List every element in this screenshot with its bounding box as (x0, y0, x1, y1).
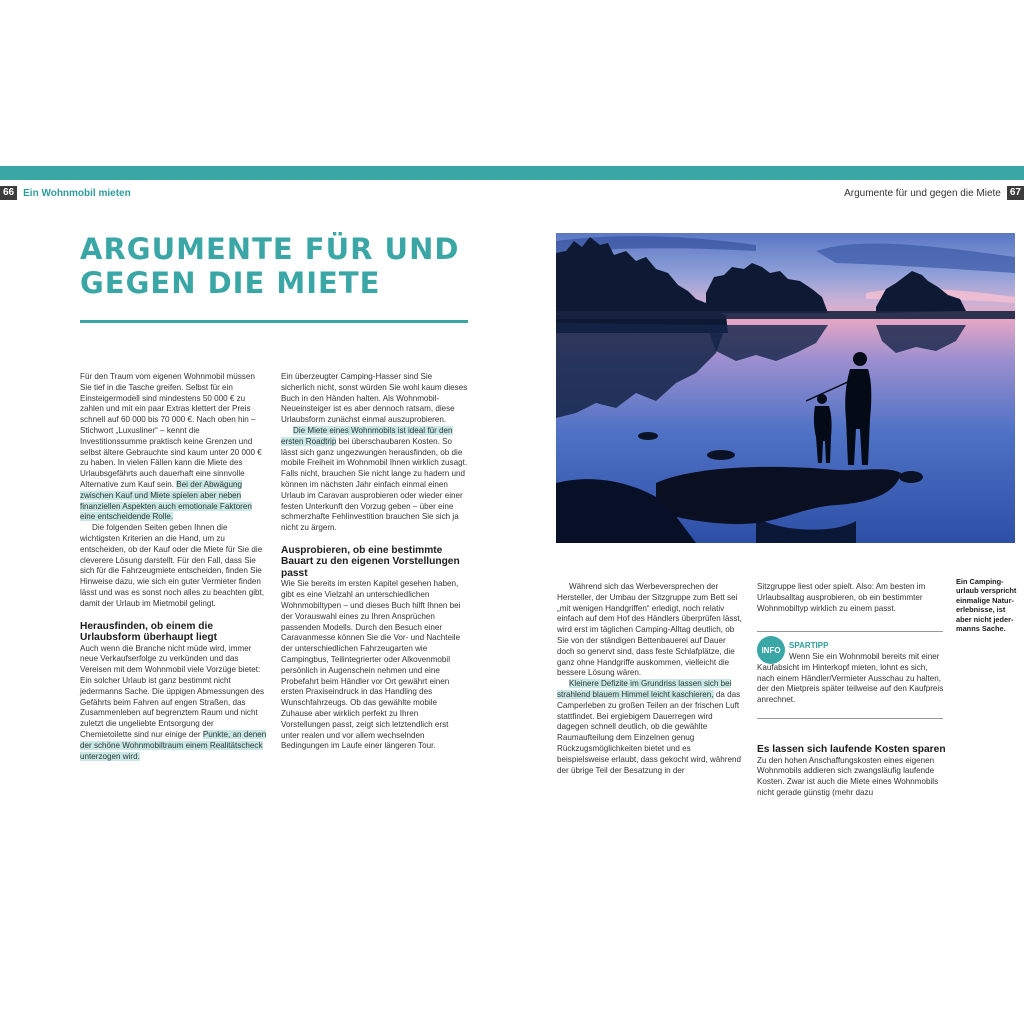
photo-caption: Ein Camping-urlaub verspricht einmalige Natur-erlebnisse, ist aber nicht jeder-manns Sache. (956, 577, 1017, 634)
text-column-4-lower (757, 744, 947, 799)
col3-paragraph-1: Während sich das Werbeversprechen der Hersteller, der Umbau der Sitzgruppe zum Bett sei „mit wenigen Handgriffen“ erledigt, noch relativ einfach auf dem Hof des Händlers überprüfen lässt, wird erst im täglichen Camping-Alltag deutlich, ob Sie von der ständigen Bettenbauerei auf Dauer doch so genervt sind, dass feste Schlafplätze, die ganz ohne Handgriffe auskommen, vielleicht die bessere Lösung wären. (557, 582, 742, 678)
info-box-top-rule (757, 631, 943, 632)
col1-paragraph-3 (80, 644, 267, 763)
header-color-band (0, 166, 1024, 180)
right-running-header (844, 186, 1024, 200)
col2-text: bei überschaubaren Kosten. So lässt sich ganz ungezwungen herausfinden, ob die mobile Freiheit im Wohnmobil Ihnen wirklich zusagt. Falls nicht, brauchen Sie nicht lange zu hadern und können im nächsten Jahr einfach einmal einen Urlaub im Caravan ausprobieren oder wieder einer festen Unterkunft den Vorzug geben – über eine schmerzhafte Fehlinvestition brauchen Sie sich ja nicht zu ärgern. (281, 436, 468, 533)
text-column-3 (557, 582, 743, 776)
headline-line-1: ARGUMENTE FÜR UND (80, 232, 460, 266)
col1-paragraph-1 (80, 372, 267, 523)
headline-rule (80, 320, 468, 323)
col4-paragraph-1: Sitzgruppe liest oder spielt. Also: Am besten im Urlaubsalltag ausprobieren, ob ein bestimmter Wohnmobiltyp wirklich zu einem passt. (757, 582, 926, 613)
col3-highlight-1: Kleinere Defizite im Grundriss lassen sich bei strahlend blauem Himmel leicht kaschieren, (557, 679, 732, 699)
col1-subheading: Herausfinden, ob einem die Urlaubsform überhaupt liegt (80, 620, 217, 644)
text-column-2 (281, 372, 468, 752)
col3-text: da das Camperleben zu großen Teilen an der frischen Luft stattfindet. Bei ergiebigem Dauerregen wird dagegen schnell deutlich, ob die gewählte Raumaufteilung dem Einzelnen genug Rückzugsmöglichkeiten bietet und es beispielsweise erlaubt, dass gekocht wird, während der übrige Teil der Besatzung in der (557, 689, 742, 775)
right-section-title: Argumente für und gegen die Miete (844, 187, 1001, 199)
col2-highlight-1: Die Miete eines Wohnmobils ist ideal für den ersten Roadtrip (281, 425, 453, 446)
info-box-text (757, 652, 947, 706)
left-page-number: 66 (0, 186, 17, 200)
col4-paragraph-2: Zu den hohen Anschaffungskosten eines eigenen Wohnmobils addieren sich zwangsläufig laufende Kosten. Zwar ist auch die Miete eines Wohnmobils nicht gerade günstig (mehr dazu (757, 755, 939, 797)
right-page-number: 67 (1007, 186, 1024, 200)
col1-paragraph-2: Die folgenden Seiten geben Ihnen die wichtigsten Kriterien an die Hand, um zu entscheiden, ob der Kauf oder die Miete für Sie die cleverere Lösung darstellt. Für den Fall, dass Sie sich für die Fahrzeugmiete entscheiden, finden Sie Hinweise dazu, wie sich ein guter Vermieter finden lässt und was es sonst noch alles zu beachten gibt, damit der Urlaub im Mietmobil gelingt. (80, 523, 265, 608)
info-box-bottom-rule (757, 718, 943, 719)
col2-paragraph-2 (281, 426, 468, 534)
col2-paragraph-3: Wie Sie bereits im ersten Kapitel gesehen haben, gibt es eine Vielzahl an unterschiedlichen Wohnmobiltypen – und dieses Buch hilft Ihnen bei der Vorauswahl eines zu Ihren Ansprüchen passenden Modells. Durch den Besuch einer Caravanmesse können Sie die Vor- und Nachteile der unterschiedlichen Fahrzeugarten wie Campingbus, Teilintegrierter oder Alkovenmobil persönlich in Augenschein nehmen und eine Probefahrt beim Händler vor Ort gewährt einen ersten Praxiseindruck in das Handling des Wunschfahrzeugs. Ob das gewählte mobile Zuhause aber wirklich perfekt zu Ihren Vorstellungen passt, zeigt sich letztendlich erst unter realen und vor allem wechselnden Bedingungen im Laufe einer längeren Tour. (281, 579, 461, 751)
col1-text: Für den Traum vom eigenen Wohnmobil müssen Sie tief in die Tasche greifen. Selbst für ein Einsteigermodell sind mindestens 50 000 € zu zahlen und mit ein paar Extras klettert der Preis schnell auf 60 000 bis 70 000 €. Nach oben hin – Stichwort „Luxusliner“ – kennt die Investitionssumme praktisch keine Grenzen und selbst ältere Gebrauchte sind kaum unter 20 000 € zu haben. In vielen Fällen kann die Miete des Urlaubsgefährts auch dauerhaft eine sinnvolle Alternative zum Kauf sein. (80, 372, 262, 489)
left-section-title: Ein Wohnmobil mieten (23, 187, 131, 199)
info-box-paragraph: Wenn Sie ein Wohnmobil bereits mit einer Kaufabsicht im Hinterkopf mieten, lohnt es sich, nach einem Händler/Vermieter Ausschau zu halten, der den Mietpreis später teilweise auf den Kaufpreis anrechnet. (757, 652, 944, 705)
headline-line-2: GEGEN DIE MIETE (80, 266, 381, 300)
col1-highlight-1: Bei der Abwägung zwischen Kauf und Miete spielen aber neben finanziellen Aspekten auch emotionale Faktoren eine entscheidende Rolle. (80, 479, 252, 522)
page-headline (80, 232, 480, 300)
left-running-header (0, 186, 131, 200)
info-box-title: SPARTIPP (789, 641, 829, 650)
col4-subheading: Es lassen sich laufende Kosten sparen (757, 744, 946, 755)
col1-highlight-2: Punkte, an denen der schöne Wohnmobiltraum einem Realitätscheck unterzogen wird. (80, 729, 267, 761)
photo-illustration (556, 233, 1015, 543)
info-badge: INFO (757, 636, 785, 664)
text-column-1 (80, 372, 267, 762)
col1-text-2: Auch wenn die Branche nicht müde wird, immer neue Verkaufserfolge zu verkünden und das Vereisen mit dem Wohnmobil viele Vorzüge bietet: Ein solcher Urlaub ist ganz bestimmt nicht jedermanns Sache. Die üppigen Abmessungen des Gefährts beim Fahren auf engen Straßen, das Zusammenleben auf begrenztem Raum und nicht zuletzt die ungeliebte Entsorgung der Chemietoilette sind nur einige der (80, 643, 265, 739)
text-column-4 (757, 582, 945, 614)
lake-sunset-photo (556, 233, 1015, 543)
col3-paragraph-2 (557, 679, 743, 776)
col2-paragraph-1: Ein überzeugter Camping-Hasser sind Sie sicherlich nicht, sonst würden Sie wohl kaum dieses Buch in den Händen halten. Als Wohnmobil-Neueinsteiger ist es aber dennoch ratsam, diese Urlaubsform zunächst einmal auszuprobieren. (281, 372, 468, 425)
col2-subheading: Ausprobieren, ob eine bestimmte Bauart zu den eigenen Vorstellungen passt (281, 544, 460, 579)
